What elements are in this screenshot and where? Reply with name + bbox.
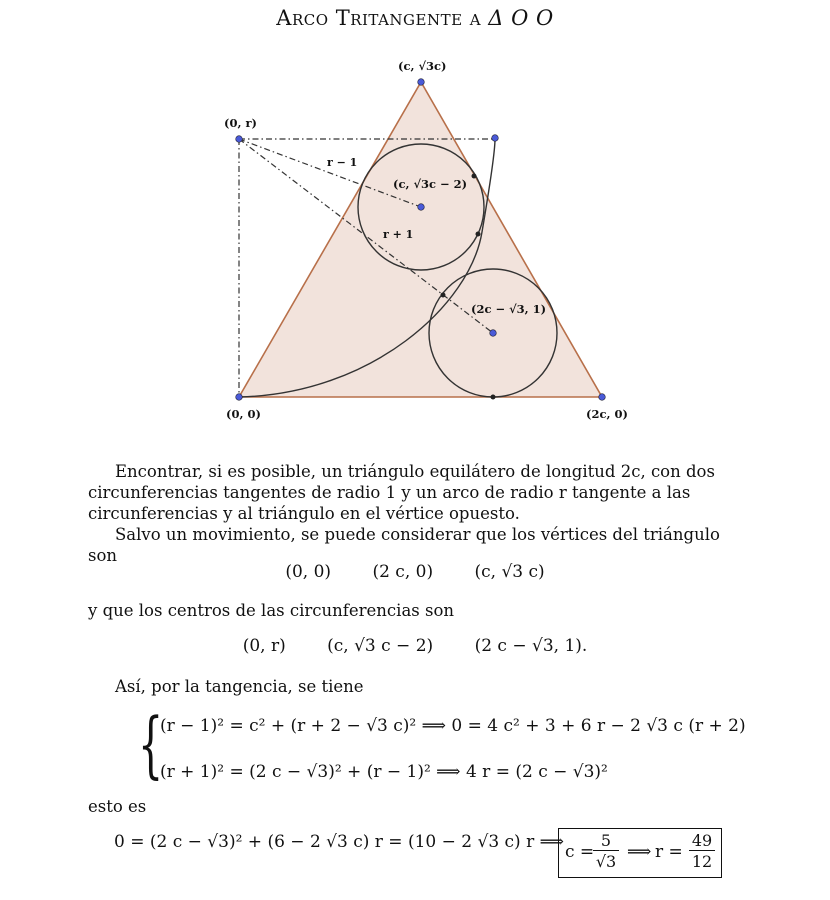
- r-lhs: r =: [655, 842, 683, 862]
- c-lhs: c =: [565, 842, 595, 862]
- vertex-3: (c, √3 c): [474, 562, 545, 582]
- vertex-top-point: [418, 79, 425, 86]
- label-arc-center: (0, r): [224, 116, 257, 130]
- r-numerator: 49: [689, 831, 715, 851]
- r-denominator: 12: [691, 852, 713, 871]
- lower-circle-center: [490, 330, 497, 337]
- tangency-intro: Así, por la tangencia, se tiene: [115, 677, 364, 696]
- centers-intro: y que los centros de las circunferencias son: [88, 601, 455, 620]
- tangent-point: [476, 232, 481, 237]
- center-1: (0, r): [242, 636, 286, 656]
- equation-1: (r − 1)² = c² + (r + 2 − √3 c)² ⟹ 0 = 4 c² + 3 + 6 r − 2 √3 c (r + 2): [160, 716, 746, 736]
- title-symbol: Δ O O: [488, 6, 554, 30]
- label-top-vertex: (c, √3c): [398, 59, 447, 73]
- tangent-point: [441, 293, 446, 298]
- label-right-vertex: (2c, 0): [586, 407, 628, 421]
- vertices-intro: Salvo un movimiento, se puede considerar que los vértices del triángulo son: [88, 525, 720, 565]
- equation-2: (r + 1)² = (2 c − √3)² + (r − 1)² ⟹ 4 r = (2 c − √3)²: [160, 762, 608, 782]
- center-3: (2 c − √3, 1).: [474, 636, 588, 656]
- c-fraction: [593, 831, 619, 872]
- r-fraction: [689, 831, 715, 872]
- left-brace: {: [138, 702, 164, 786]
- vertex-2: (2 c, 0): [372, 562, 434, 582]
- label-r-plus-1: r + 1: [383, 228, 414, 241]
- final-equation: 0 = (2 c − √3)² + (6 − 2 √3 c) r = (10 − 2 √3 c) r ⟹: [114, 832, 564, 852]
- equilateral-triangle: [239, 82, 602, 397]
- vertex-1: (0, 0): [285, 562, 332, 582]
- tangent-point: [491, 395, 496, 400]
- centers-row: [0, 636, 830, 656]
- upper-circle-center: [418, 204, 425, 211]
- title-text: Arco Tritangente a: [276, 6, 482, 30]
- tangent-point: [472, 174, 477, 179]
- vertex-right-point: [599, 394, 606, 401]
- label-r-minus-1: r − 1: [327, 156, 358, 169]
- label-origin: (0, 0): [226, 407, 261, 421]
- problem-statement: Encontrar, si es posible, un triángulo equilátero de longitud 2c, con dos circunferencias tangentes de radio 1 y un arco de radio r tangente a las circunferencias y al triángulo en el vértice opuesto.: [88, 462, 715, 523]
- esto-es: esto es: [88, 797, 147, 816]
- implies-symbol: ⟹: [627, 842, 652, 862]
- label-lower-center: (2c − √3, 1): [471, 302, 547, 316]
- c-denominator: √3: [595, 852, 617, 871]
- center-2: (c, √3 c − 2): [327, 636, 434, 656]
- answer-box: [558, 828, 722, 878]
- vertex-origin-point: [236, 394, 243, 401]
- c-numerator: 5: [593, 831, 619, 851]
- arc-end-point: [492, 135, 499, 142]
- label-upper-center: (c, √3c − 2): [393, 177, 468, 191]
- geometry-figure: [0, 0, 830, 440]
- vertices-row: [0, 562, 830, 582]
- arc-center-point: [236, 136, 243, 143]
